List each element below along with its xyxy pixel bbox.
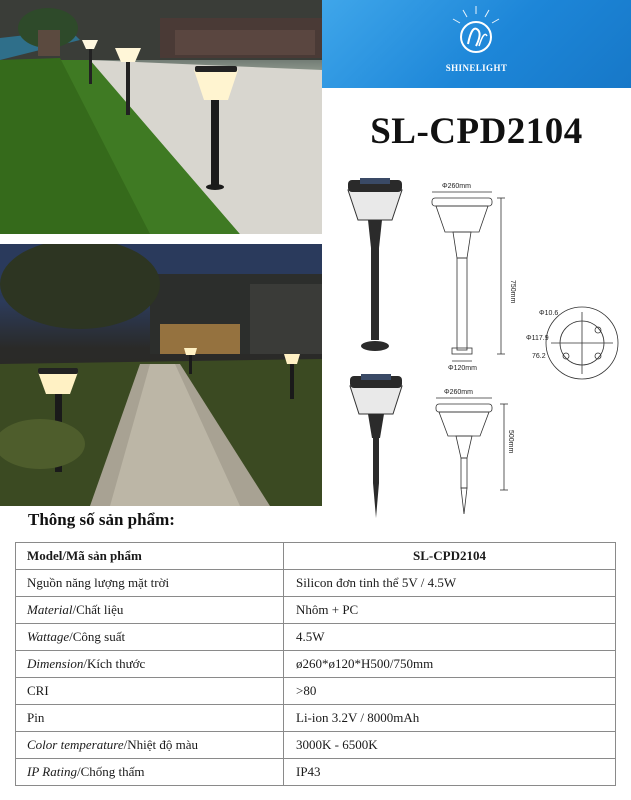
spec-table	[15, 542, 616, 786]
technical-drawings	[336, 168, 631, 528]
spec-label: Material/Chất liệu	[16, 597, 284, 624]
spec-row	[16, 732, 616, 759]
spec-value: >80	[284, 678, 616, 705]
spec-row	[16, 624, 616, 651]
spec-label: CRI	[16, 678, 284, 705]
spec-value: IP43	[284, 759, 616, 786]
spec-heading: Thông số sản phẩm:	[28, 510, 175, 529]
product-photo-night	[0, 244, 322, 506]
dim-top-diameter: Φ260mm	[442, 183, 471, 190]
dim-bolt-hole: Φ10.6	[539, 310, 559, 317]
dim-height-tall: 750mm	[509, 280, 516, 304]
spec-label: Color temperature/Nhiệt độ màu	[16, 732, 284, 759]
dim-base-diameter: Φ120mm	[448, 365, 477, 372]
spec-label: Nguồn năng lượng mặt trời	[16, 570, 284, 597]
model-title: SL-CPD2104	[370, 111, 583, 152]
spec-label: Wattage/Công suất	[16, 624, 284, 651]
lamp-render-spike	[350, 374, 402, 518]
product-photo-daytime	[0, 0, 322, 234]
brand-name: SHINELIGHT	[445, 63, 508, 73]
brand-banner	[322, 0, 631, 88]
spec-row	[16, 759, 616, 786]
spec-value: ø260*ø120*H500/750mm	[284, 651, 616, 678]
spec-row	[16, 651, 616, 678]
spec-value: 4.5W	[284, 624, 616, 651]
spec-header-label: Model/Mã sản phẩm	[16, 543, 284, 570]
spec-value: Nhôm + PC	[284, 597, 616, 624]
spec-label: Dimension/Kích thước	[16, 651, 284, 678]
dim-bolt-circle: Φ117.9	[526, 335, 549, 342]
spec-row	[16, 570, 616, 597]
lawn-scene-illustration	[0, 0, 322, 234]
dim-offset: 76.2	[532, 353, 546, 360]
shinelight-logo-icon	[322, 0, 631, 88]
spec-label: Pin	[16, 705, 284, 732]
dimension-drawing	[336, 168, 631, 528]
dim-height-spike: 500mm	[507, 430, 514, 454]
spec-value: Li-ion 3.2V / 8000mAh	[284, 705, 616, 732]
lamp-render-tall	[348, 178, 402, 351]
dim-top-diameter-spike: Φ260mm	[444, 389, 473, 396]
walkway-scene-illustration	[0, 244, 322, 506]
spec-label: IP Rating/Chống thấm	[16, 759, 284, 786]
spec-header-value: SL-CPD2104	[284, 543, 616, 570]
spec-row	[16, 678, 616, 705]
spec-header-row	[16, 543, 616, 570]
spec-row	[16, 597, 616, 624]
spec-value: 3000K - 6500K	[284, 732, 616, 759]
spec-row	[16, 705, 616, 732]
spec-value: Silicon đơn tinh thể 5V / 4.5W	[284, 570, 616, 597]
